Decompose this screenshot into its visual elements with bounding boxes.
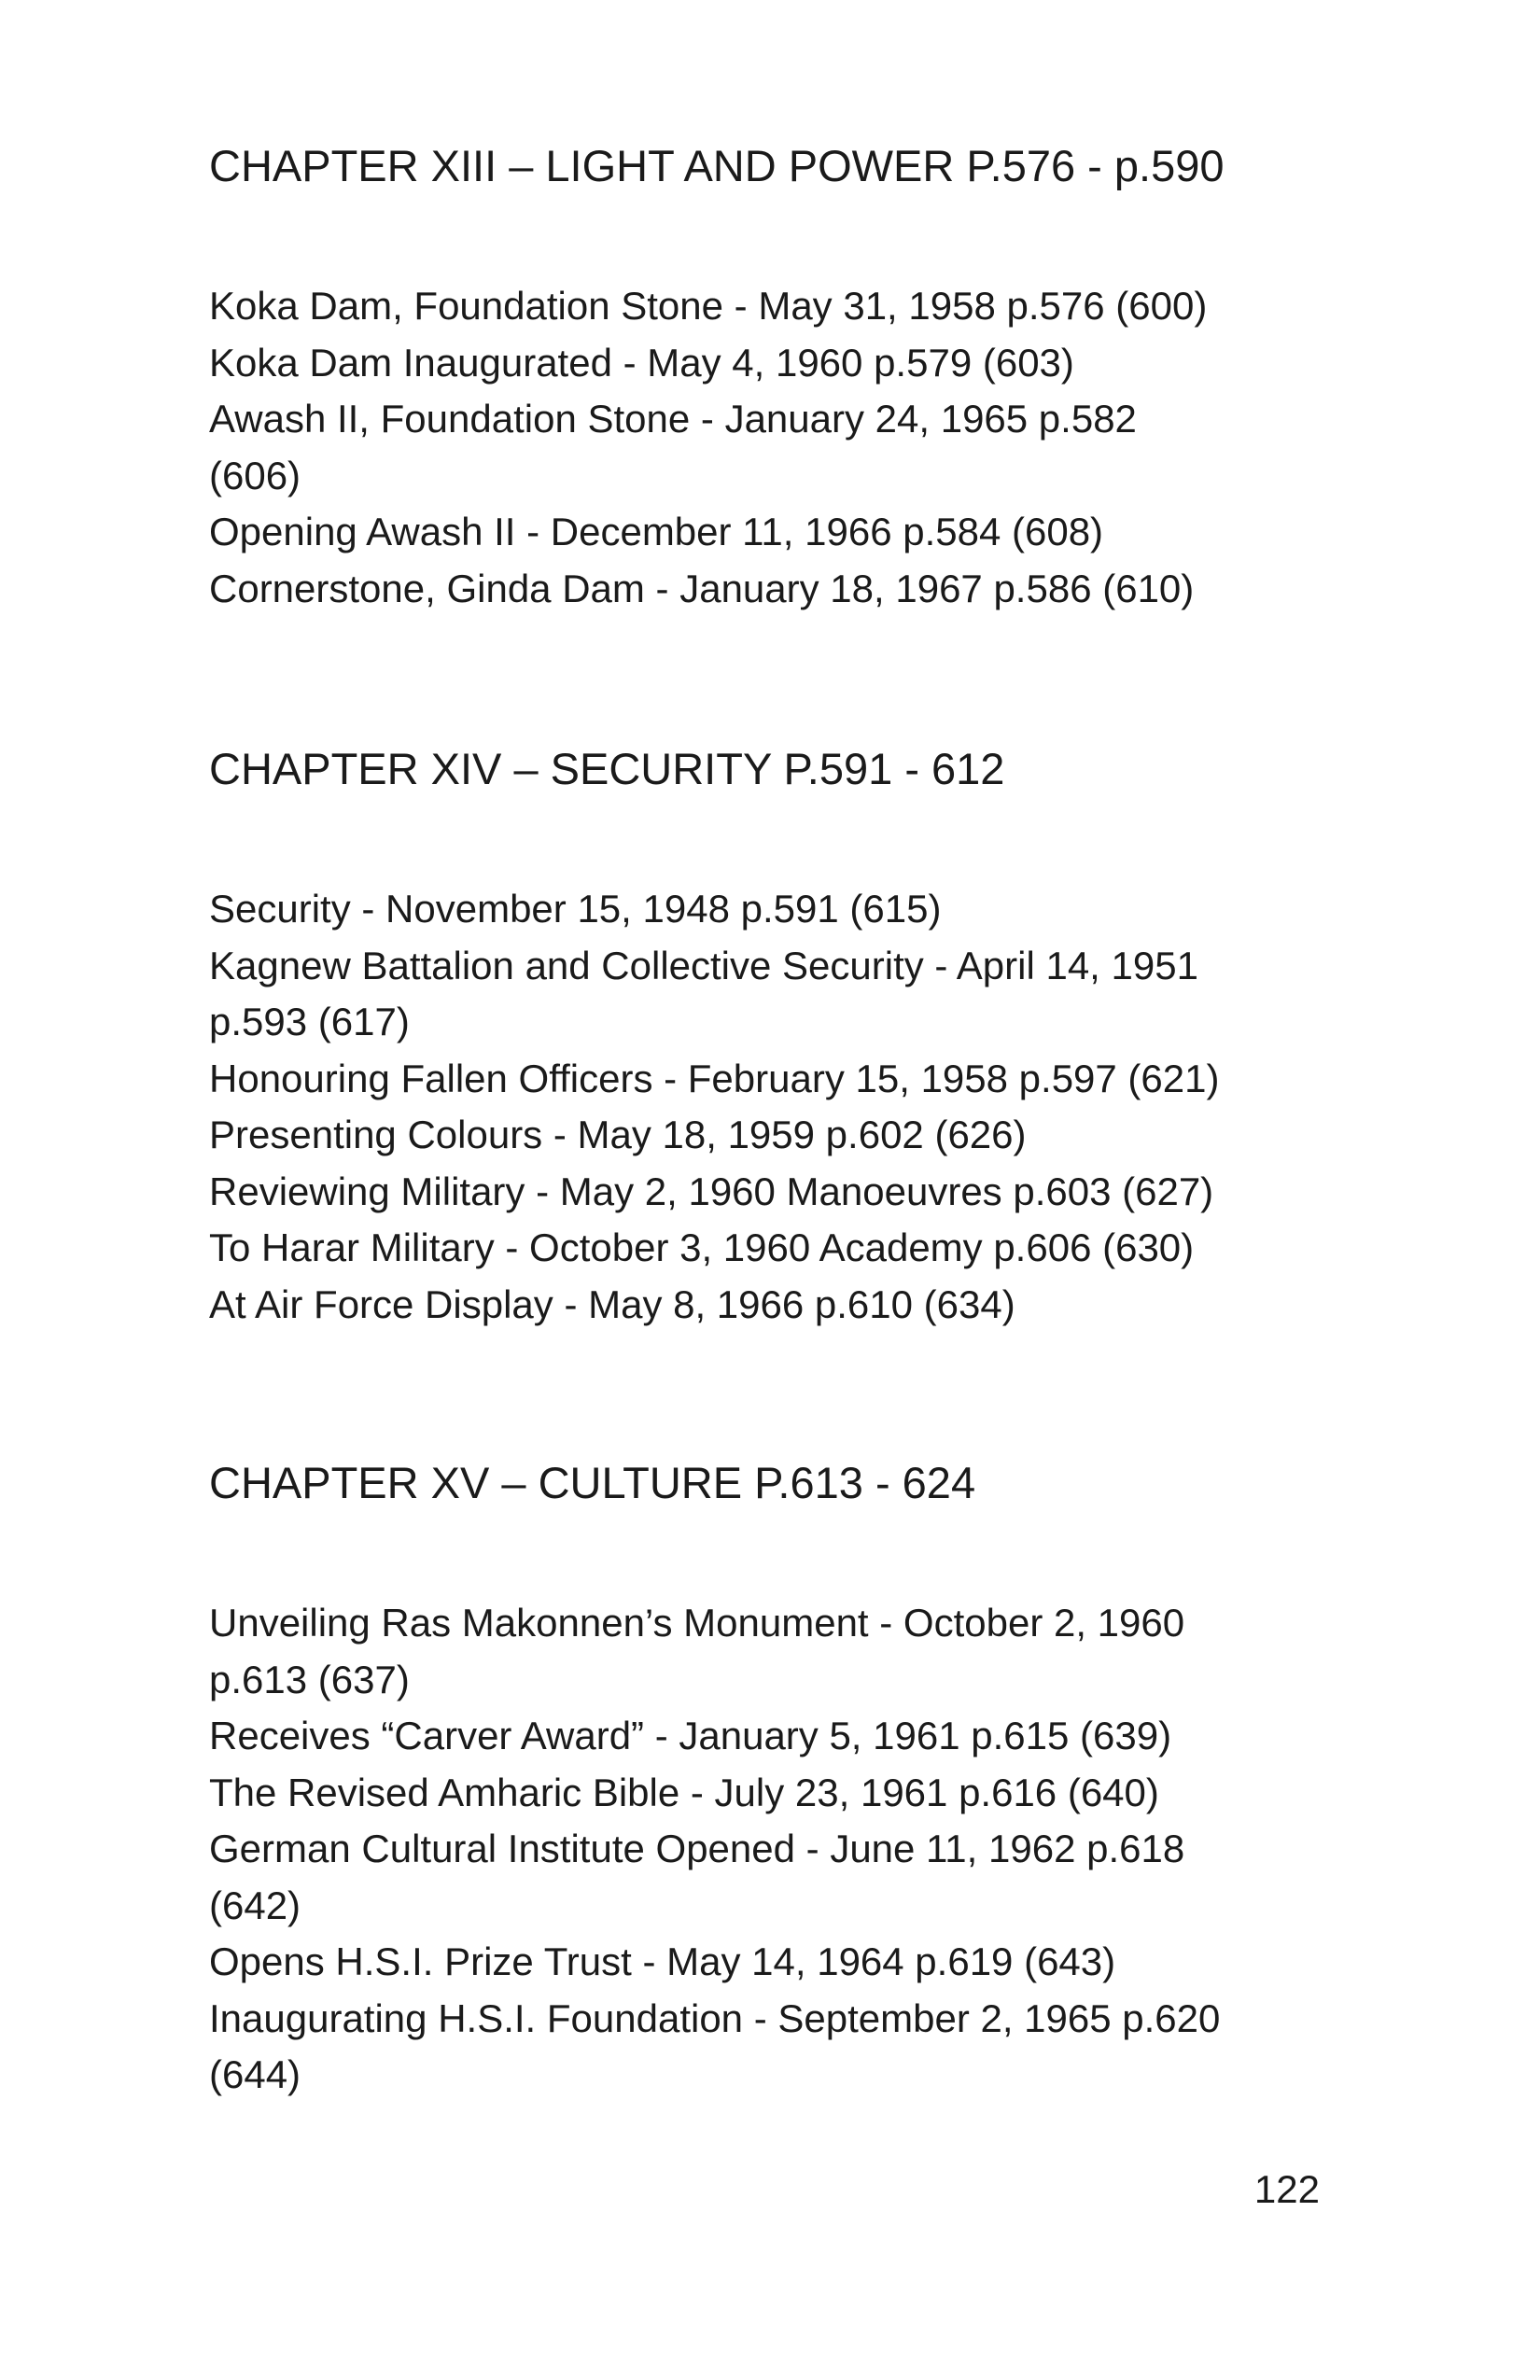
list-item: (606) [209, 453, 301, 497]
chapter-section [209, 1455, 1329, 2096]
list-item: Unveiling Ras Makonnen’s Monument - October 2, 1960 [209, 1601, 1185, 1645]
entry-list [209, 278, 1329, 617]
list-item: Cornerstone, Ginda Dam - January 18, 1967 p.586 (610) [209, 566, 1195, 610]
list-item: Inaugurating H.S.I. Foundation - September 2, 1965 p.620 [209, 1995, 1221, 2040]
list-item: Opening Awash II - December 11, 1966 p.584 (608) [209, 510, 1104, 553]
list-item: Reviewing Military - May 2, 1960 Manoeuvres p.603 (627) [209, 1169, 1214, 1213]
list-item: p.613 (637) [209, 1657, 410, 1701]
list-item: Receives “Carver Award” - January 5, 1961 p.615 (639) [209, 1714, 1172, 1757]
list-item: Koka Dam, Foundation Stone - May 31, 1958 p.576 (600) [209, 284, 1208, 328]
list-item: Honouring Fallen Officers - February 15, 1958 p.597 (621) [209, 1056, 1220, 1100]
list-item: Presenting Colours - May 18, 1959 p.602 (626) [209, 1113, 1027, 1156]
list-item: Kagnew Battalion and Collective Security - April 14, 1951 [209, 943, 1198, 987]
list-item: p.593 (617) [209, 1000, 410, 1043]
chapter-section [209, 741, 1329, 1326]
entry-list [209, 881, 1329, 1333]
list-item: Security - November 15, 1948 p.591 (615) [209, 887, 942, 931]
chapter-heading: CHAPTER XIII – LIGHT AND POWER P.576 - p.590 [209, 141, 1225, 190]
chapter-section [209, 138, 1329, 610]
chapter-heading: CHAPTER XV – CULTURE P.613 - 624 [209, 1458, 976, 1507]
list-item: German Cultural Institute Opened - June 11, 1962 p.618 [209, 1827, 1185, 1870]
entry-list [209, 1595, 1329, 2104]
list-item: Opens H.S.I. Prize Trust - May 14, 1964 p.619 (643) [209, 1939, 1116, 1983]
list-item: (644) [209, 2052, 301, 2096]
list-item: (642) [209, 1883, 301, 1927]
list-item: At Air Force Display - May 8, 1966 p.610 (634) [209, 1281, 1015, 1326]
list-item: Koka Dam Inaugurated - May 4, 1960 p.579 (603) [209, 340, 1074, 385]
chapter-heading: CHAPTER XIV – SECURITY P.591 - 612 [209, 744, 1005, 793]
list-item: To Harar Military - October 3, 1960 Academy p.606 (630) [209, 1225, 1195, 1269]
list-item: The Revised Amharic Bible - July 23, 1961 p.616 (640) [209, 1770, 1159, 1814]
list-item: Awash II, Foundation Stone - January 24, 1965 p.582 [209, 397, 1137, 441]
page-number: 122 [1253, 2167, 1320, 2211]
